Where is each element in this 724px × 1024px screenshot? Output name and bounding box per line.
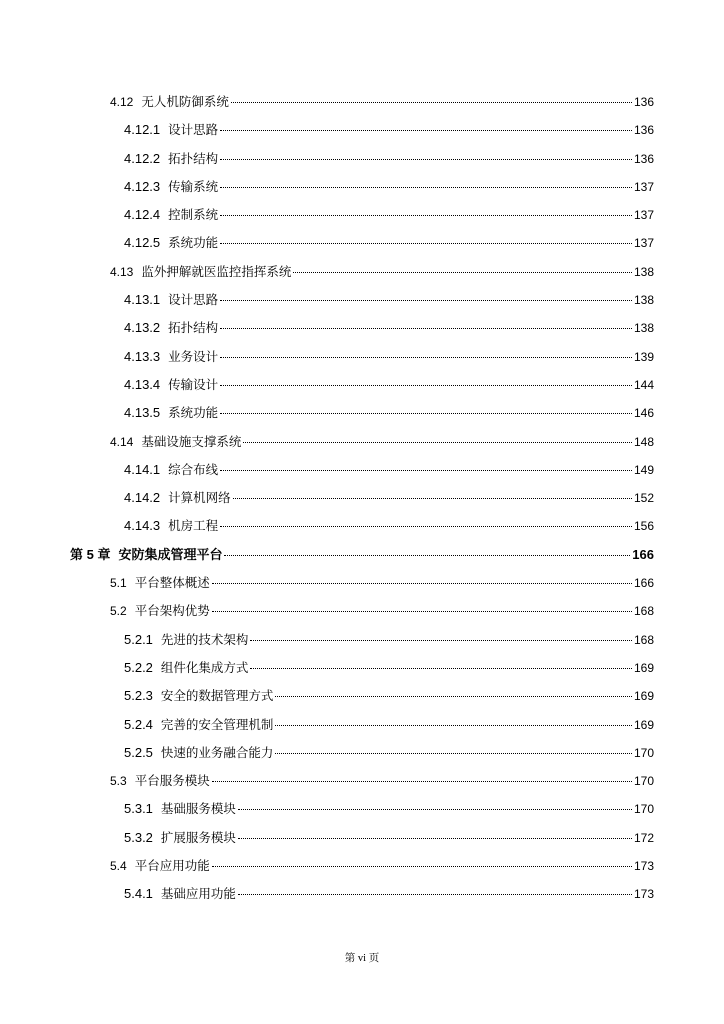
toc-entry-number: 5.2.4 (124, 716, 153, 732)
dot-leader (220, 130, 632, 131)
toc-entry-title: 传输设计 (168, 376, 219, 392)
toc-entry[interactable] (0, 145, 724, 173)
toc-entry[interactable] (0, 88, 724, 116)
dot-leader (220, 385, 632, 386)
toc-entry[interactable] (0, 880, 724, 908)
toc-entry-title: 系统功能 (168, 235, 219, 251)
toc-entry[interactable] (0, 597, 724, 625)
toc-entry-title: 计算机网络 (168, 490, 231, 506)
dot-leader (212, 866, 632, 867)
toc-entry-title: 安防集成管理平台 (118, 547, 223, 563)
toc-entry-page: 170 (633, 745, 654, 760)
toc-entry[interactable] (0, 116, 724, 144)
dot-leader (231, 102, 632, 103)
toc-entry-page: 173 (633, 859, 654, 874)
toc-entry-title: 拓扑结构 (168, 150, 219, 166)
toc-entry-number: 5.3 (110, 774, 127, 789)
page-number-label: 第 vi 页 (344, 953, 380, 964)
toc-entry-page: 172 (633, 830, 654, 845)
toc-entry-page: 166 (633, 576, 654, 591)
toc-entry-number: 4.13 (110, 264, 134, 279)
toc-entry-title: 基础应用功能 (160, 886, 236, 902)
toc-entry[interactable] (0, 484, 724, 512)
toc-entry-title: 平台整体概述 (134, 575, 210, 591)
toc-entry-number: 4.12 (110, 95, 134, 109)
toc-entry-title: 基础服务模块 (160, 801, 236, 817)
dot-leader (220, 413, 632, 414)
toc-entry[interactable] (0, 739, 724, 767)
toc-entry-page: 170 (633, 774, 654, 789)
toc-entry-title: 完善的安全管理机制 (160, 716, 274, 732)
toc-entry[interactable] (0, 258, 724, 286)
dot-leader (220, 470, 632, 471)
toc-entry-page: 138 (633, 293, 654, 308)
toc-entry-number: 5.2 (110, 604, 127, 619)
toc-entry-title: 传输系统 (168, 178, 219, 194)
dot-leader (220, 159, 632, 160)
page-footer (0, 950, 724, 965)
toc-entry-page: 136 (633, 151, 654, 166)
toc-entry-page: 138 (633, 321, 654, 336)
toc-entry-title: 扩展服务模块 (160, 829, 236, 845)
toc-entry-page: 146 (633, 406, 654, 421)
toc-entry-number: 4.12.2 (124, 150, 161, 166)
dot-leader (275, 753, 632, 754)
toc-entry[interactable] (0, 173, 724, 201)
toc-entry[interactable] (0, 626, 724, 654)
toc-entry-number: 5.2.3 (124, 688, 153, 704)
toc-entry-number: 4.12.3 (124, 178, 161, 194)
toc-entry-page: 149 (633, 462, 654, 477)
dot-leader (238, 809, 632, 810)
toc-entry[interactable] (0, 711, 724, 739)
toc-entry-title: 先进的技术架构 (160, 631, 249, 647)
dot-leader (220, 328, 632, 329)
toc-entry-number: 4.14.2 (124, 490, 161, 506)
toc-entry-number: 5.2.2 (124, 659, 153, 675)
toc-entry-page: 144 (633, 377, 654, 392)
toc-entry[interactable] (0, 201, 724, 229)
toc-entry[interactable] (0, 229, 724, 257)
toc-entry-number: 4.14.3 (124, 518, 161, 534)
toc-entry-title: 平台服务模块 (134, 773, 210, 789)
toc-entry[interactable] (0, 654, 724, 682)
toc-entry-number: 4.13.1 (124, 292, 161, 308)
dot-leader (220, 215, 632, 216)
toc-entry-number: 4.13.4 (124, 376, 161, 392)
dot-leader (275, 696, 632, 697)
toc-entry[interactable] (0, 795, 724, 823)
toc-entry-number: 5.4 (110, 859, 127, 874)
toc-entry-number: 4.12.4 (124, 207, 161, 223)
toc-entry-page: 136 (633, 123, 654, 138)
dot-leader (233, 498, 632, 499)
toc-entry-page: 137 (633, 208, 654, 223)
toc-entry-title: 监外押解就医监控指挥系统 (141, 263, 292, 279)
toc-entry[interactable] (0, 286, 724, 314)
toc-entry-number: 4.14.1 (124, 461, 161, 477)
toc-entry-page: 152 (633, 491, 654, 506)
dot-leader (250, 640, 632, 641)
toc-entry-number: 4.13.3 (124, 348, 161, 364)
toc-entry-page: 148 (633, 434, 654, 449)
toc-entry-page: 173 (633, 887, 654, 902)
dot-leader (220, 187, 632, 188)
toc-entry-page: 166 (632, 546, 654, 562)
toc-entry-number: 4.12.1 (124, 122, 161, 138)
toc-entry[interactable] (0, 541, 724, 569)
table-of-contents (0, 88, 724, 909)
dot-leader (238, 894, 632, 895)
toc-entry-page: 156 (633, 519, 654, 534)
toc-entry-page: 137 (633, 179, 654, 194)
toc-entry-number: 5.3.1 (124, 801, 153, 817)
toc-entry[interactable] (0, 371, 724, 399)
toc-entry-number: 第 5 章 (70, 546, 111, 562)
toc-entry-number: 4.13.2 (124, 320, 161, 336)
toc-entry[interactable] (0, 767, 724, 795)
toc-entry-title: 平台应用功能 (134, 858, 210, 874)
dot-leader (250, 668, 632, 669)
toc-entry-number: 5.1 (110, 576, 127, 591)
dot-leader (220, 357, 632, 358)
toc-entry-title: 平台架构优势 (134, 603, 210, 619)
toc-entry-number: 4.14 (110, 434, 134, 449)
toc-entry[interactable] (0, 569, 724, 597)
toc-entry-number: 5.4.1 (124, 886, 153, 902)
toc-entry-title: 无人机防御系统 (141, 94, 229, 109)
toc-entry-title: 控制系统 (168, 207, 219, 223)
toc-entry-title: 拓扑结构 (168, 320, 219, 336)
dot-leader (220, 243, 632, 244)
toc-entry[interactable] (0, 428, 724, 456)
dot-leader (224, 555, 630, 556)
dot-leader (212, 583, 632, 584)
toc-entry-page: 169 (633, 660, 654, 675)
toc-entry-number: 5.3.2 (124, 829, 153, 845)
toc-entry-page: 168 (633, 632, 654, 647)
toc-entry-title: 系统功能 (168, 405, 219, 421)
toc-entry-title: 安全的数据管理方式 (160, 688, 274, 704)
toc-entry-number: 5.2.1 (124, 631, 153, 647)
toc-entry-title: 组件化集成方式 (160, 659, 249, 675)
toc-entry-title: 设计思路 (168, 122, 219, 138)
toc-entry-page: 139 (633, 349, 654, 364)
toc-entry-page: 137 (633, 236, 654, 251)
dot-leader (238, 838, 632, 839)
dot-leader (293, 272, 632, 273)
toc-entry-title: 机房工程 (168, 518, 219, 534)
dot-leader (275, 725, 632, 726)
toc-entry-number: 4.13.5 (124, 405, 161, 421)
toc-entry[interactable] (0, 399, 724, 427)
toc-entry[interactable] (0, 512, 724, 540)
toc-entry[interactable] (0, 456, 724, 484)
toc-entry-number: 4.12.5 (124, 235, 161, 251)
toc-entry-title: 设计思路 (168, 292, 219, 308)
toc-entry[interactable] (0, 343, 724, 371)
dot-leader (243, 442, 632, 443)
dot-leader (212, 781, 632, 782)
toc-entry[interactable] (0, 824, 724, 852)
toc-entry-page: 169 (633, 717, 654, 732)
toc-entry-number: 5.2.5 (124, 744, 153, 760)
dot-leader (212, 611, 632, 612)
toc-entry-title: 综合布线 (168, 461, 219, 477)
toc-entry-page: 170 (633, 802, 654, 817)
toc-entry-page: 138 (633, 264, 654, 279)
toc-entry[interactable] (0, 314, 724, 342)
toc-entry[interactable] (0, 682, 724, 710)
toc-entry-title: 业务设计 (168, 348, 219, 364)
toc-entry-page: 136 (633, 95, 654, 109)
toc-entry[interactable] (0, 852, 724, 880)
toc-entry-page: 168 (633, 604, 654, 619)
dot-leader (220, 300, 632, 301)
toc-entry-title: 快速的业务融合能力 (160, 744, 274, 760)
toc-entry-title: 基础设施支撑系统 (141, 433, 242, 449)
toc-entry-page: 169 (633, 689, 654, 704)
dot-leader (220, 526, 632, 527)
